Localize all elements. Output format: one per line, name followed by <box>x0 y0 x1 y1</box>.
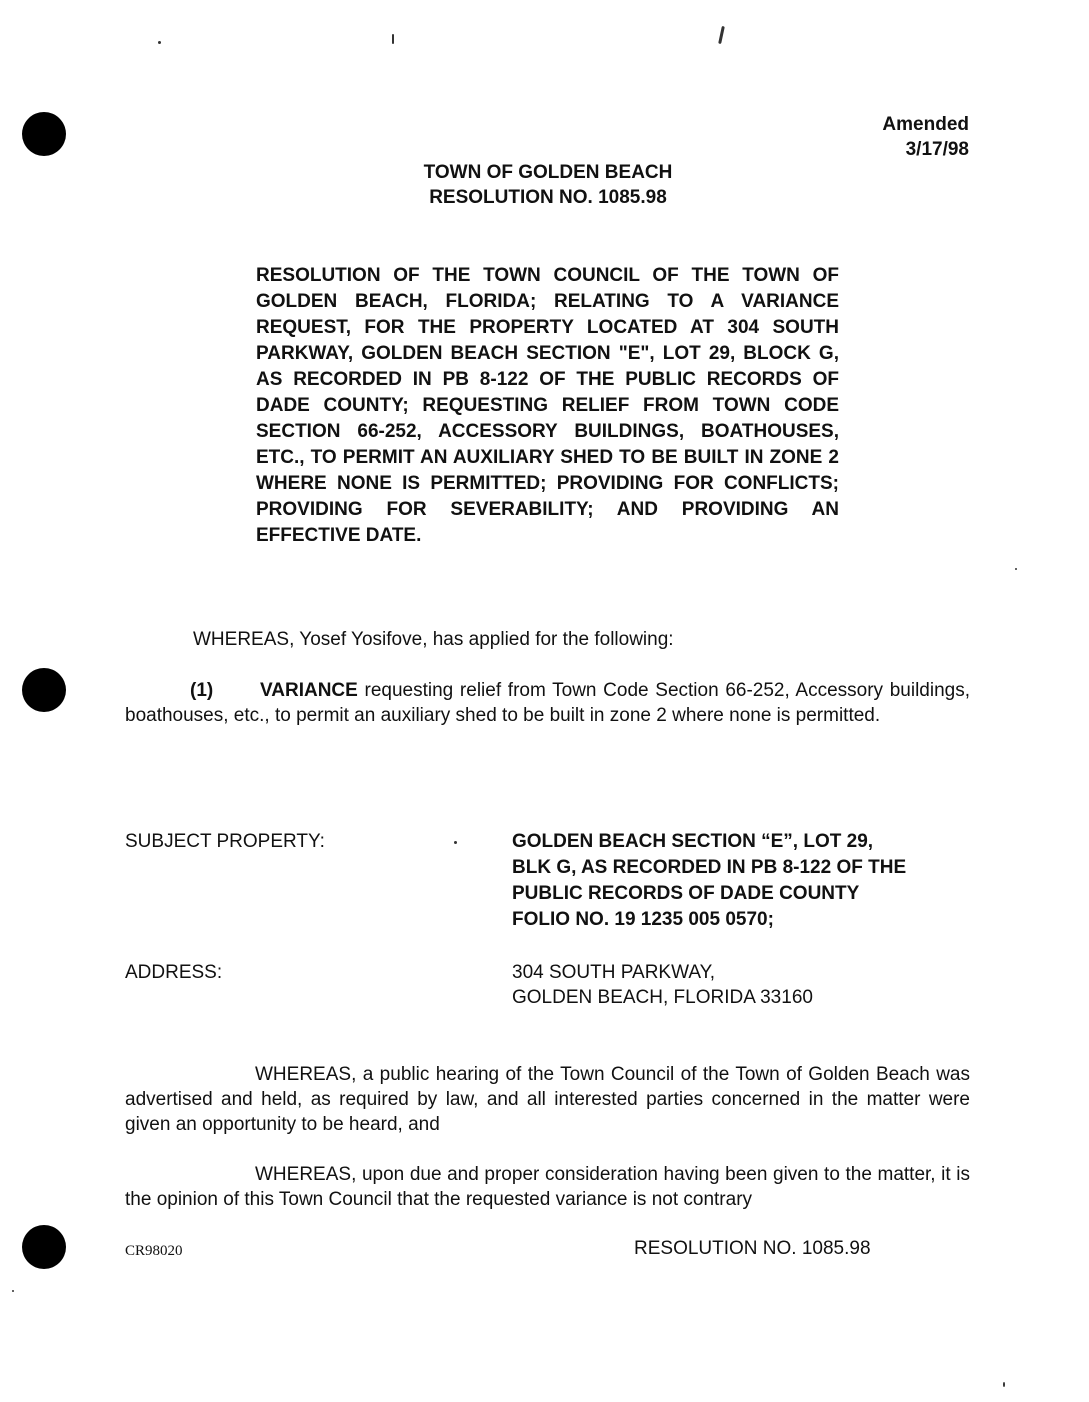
whereas-applicant: WHEREAS, Yosef Yosifove, has applied for the following: <box>193 629 674 650</box>
subject-line: GOLDEN BEACH SECTION “E”, LOT 29, <box>512 831 874 852</box>
address-line: GOLDEN BEACH, FLORIDA 33160 <box>512 987 813 1008</box>
item-keyword: VARIANCE <box>260 680 358 701</box>
item-text: requesting relief from Town Code Section 66-252, Accessory buildings, boathouses, etc., to permit an auxiliary shed to be built in zone 2 where none is permitted. <box>125 680 970 726</box>
item-number: (1) <box>190 680 214 701</box>
variance-item <box>125 678 970 728</box>
hole-punch-top <box>22 112 66 156</box>
whereas-opinion <box>125 1162 970 1212</box>
scan-speck <box>392 34 394 44</box>
scan-speck <box>12 1290 14 1292</box>
document-code: CR98020 <box>125 1243 183 1259</box>
whereas-opinion-text: WHEREAS, upon due and proper consideration having been given to the matter, it is the opinion of this Town Council that the requested variance is not contrary <box>125 1164 970 1210</box>
scan-speck <box>1003 1382 1005 1387</box>
resolution-number: RESOLUTION NO. 1085.98 <box>429 187 667 208</box>
scan-speck <box>1015 568 1017 570</box>
subject-line: FOLIO NO. 19 1235 005 0570; <box>512 909 774 930</box>
subject-property-label: SUBJECT PROPERTY: <box>125 831 325 852</box>
address-line: 304 SOUTH PARKWAY, <box>512 962 716 983</box>
amended-stamp <box>882 112 969 162</box>
scan-speck <box>718 26 725 44</box>
address-label: ADDRESS: <box>125 962 223 983</box>
amended-date: 3/17/98 <box>905 139 969 160</box>
subject-property-value <box>512 829 970 933</box>
subject-line: PUBLIC RECORDS OF DADE COUNTY <box>512 883 860 904</box>
amended-label: Amended <box>882 114 969 135</box>
hole-punch-middle <box>22 668 66 712</box>
town-name: TOWN OF GOLDEN BEACH <box>423 162 673 183</box>
subject-line: BLK G, AS RECORDED IN PB 8-122 OF THE <box>512 857 907 878</box>
whereas-hearing-text: WHEREAS, a public hearing of the Town Council of the Town of Golden Beach was advertised and held, as required by law, and all interested parties concerned in the matter were given an opportunity to be heard, and <box>125 1064 970 1135</box>
scan-speck <box>158 41 161 44</box>
address-value <box>512 960 813 1010</box>
hole-punch-bottom <box>22 1225 66 1269</box>
whereas-hearing <box>125 1062 970 1137</box>
document-title <box>350 160 746 210</box>
footer-resolution-number: RESOLUTION NO. 1085.98 <box>634 1238 871 1259</box>
scan-speck <box>454 841 457 844</box>
resolution-caption: RESOLUTION OF THE TOWN COUNCIL OF THE TOWN OF GOLDEN BEACH, FLORIDA; RELATING TO A VARIANCE REQUEST, FOR THE PROPERTY LOCATED AT 304 SOUTH PARKWAY, GOLDEN BEACH SECTION "E", LOT 29, BLOCK G, AS RECORDED IN PB 8-122 OF THE PUBLIC RECORDS OF DADE COUNTY; REQUESTING RELIEF FROM TOWN CODE SECTION 66-252, ACCESSORY BUILDINGS, BOATHOUSES, ETC., TO PERMIT AN AUXILIARY SHED TO BE BUILT IN ZONE 2 WHERE NONE IS PERMITTED; PROVIDING FOR CONFLICTS; PROVIDING FOR SEVERABILITY; AND PROVIDING AN EFFECTIVE DATE. <box>256 265 839 546</box>
